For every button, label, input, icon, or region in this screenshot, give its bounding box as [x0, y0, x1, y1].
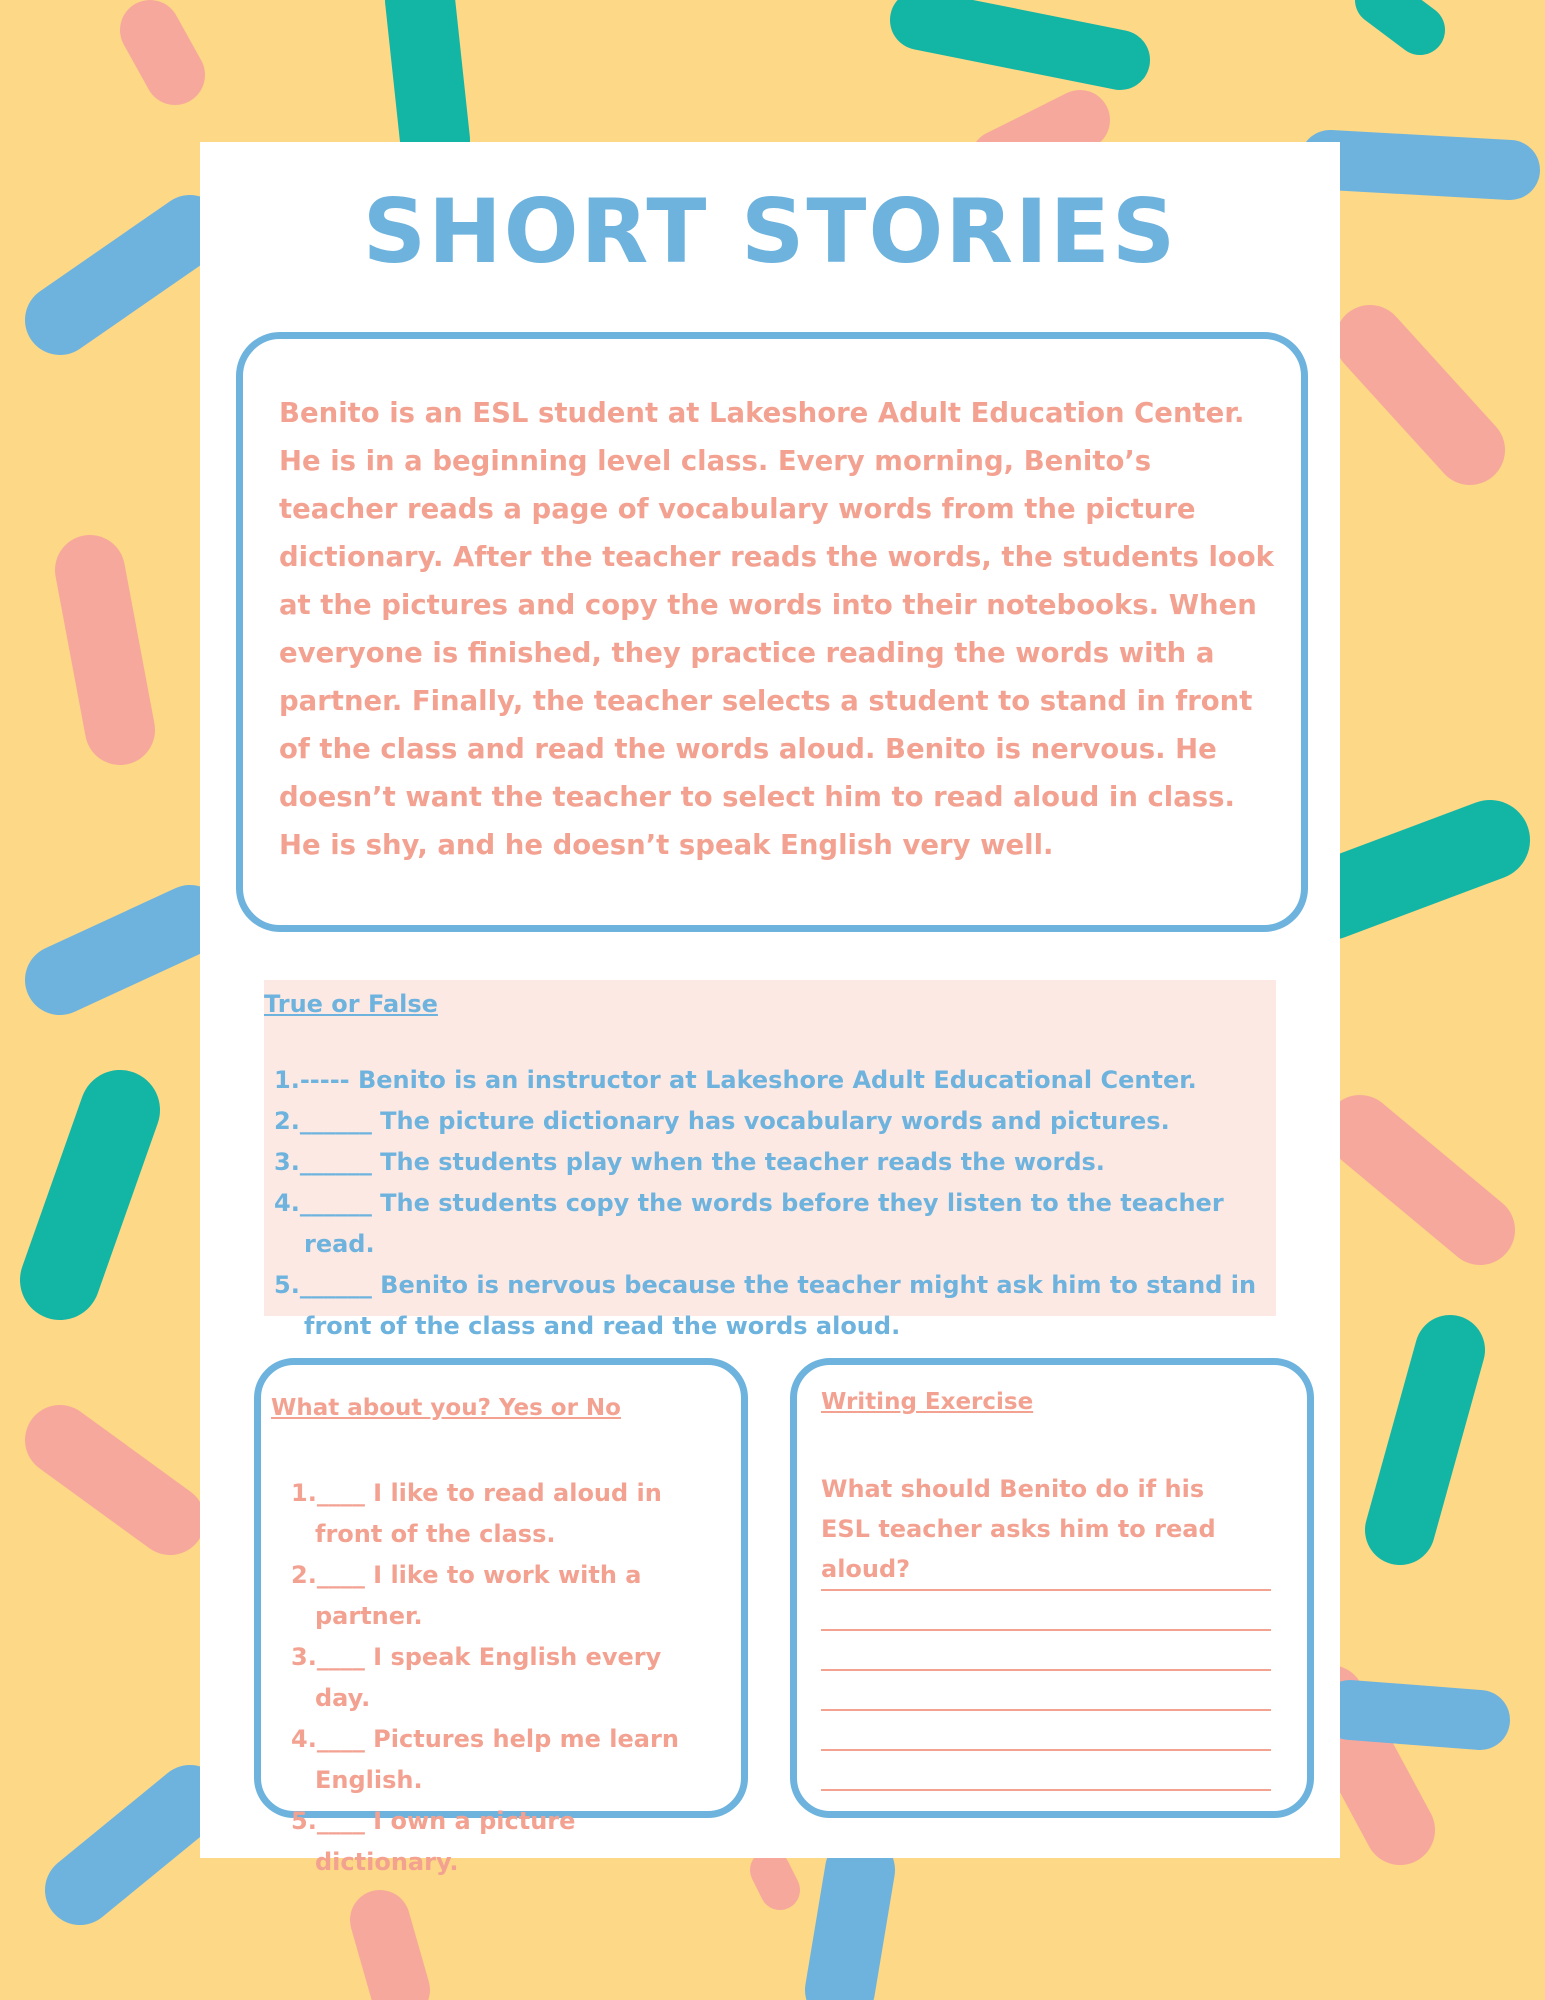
page-title: SHORT STORIES: [362, 180, 1178, 283]
about-you-item: 1.____ I like to read aloud in front of the class.: [291, 1479, 662, 1548]
about-you-item: 5.____ I own a picture dictionary.: [291, 1807, 576, 1876]
answer-line[interactable]: [821, 1711, 1271, 1751]
pink-brush-stroke: [150, 30, 175, 75]
answer-line[interactable]: [821, 1551, 1271, 1591]
true-false-item: 3.______ The students play when the teacher reads the words.: [274, 1148, 1105, 1176]
blue-brush-stroke: [60, 920, 190, 980]
worksheet-page: [200, 142, 1340, 1876]
pink-brush-stroke: [60, 1440, 170, 1520]
true-false-item: 5.______ Benito is nervous because the teacher might ask him to stand in front of the class and read the words aloud.: [274, 1271, 1257, 1340]
pink-brush-stroke: [1370, 340, 1470, 450]
answer-lines: [821, 1551, 1271, 1791]
teal-brush-stroke: [1400, 1350, 1450, 1530]
about-you-section: [254, 1358, 748, 1876]
teal-brush-stroke: [420, 0, 435, 140]
pink-brush-stroke: [1360, 1130, 1480, 1230]
writing-heading: Writing Exercise: [821, 1389, 1034, 1415]
answer-line[interactable]: [821, 1631, 1271, 1671]
answer-line[interactable]: [821, 1671, 1271, 1711]
story-box: [236, 332, 1308, 932]
pink-brush-stroke: [770, 1870, 780, 1890]
pink-brush-stroke: [90, 570, 120, 730]
about-you-item: 2.____ I like to work with a partner.: [291, 1561, 642, 1630]
blue-brush-stroke: [80, 1800, 190, 1890]
writing-question: What should Benito do if his ESL teacher asks him to read aloud?: [821, 1475, 1216, 1583]
about-you-item: 4.____ Pictures help me learn English.: [291, 1725, 679, 1794]
story-text: Benito is an ESL student at Lakeshore Adult Education Center. He is in a beginning level class. Every morning, Benito’s teacher reads a page of vocabulary words from the picture dictionary. After the teacher reads the words, the students look at the pictures and copy the words into their notebooks. When everyone is finished, they practice reading the words with a partner. Finally, the teacher selects a student to stand in front of the class and read the words aloud. Benito is nervous. He doesn’t want the teacher to select him to read aloud in class. He is shy, and he doesn’t speak English very well.: [279, 397, 1274, 861]
teal-brush-stroke: [60, 1110, 120, 1280]
true-false-item: 4.______ The students copy the words before they listen to the teacher read.: [274, 1189, 1224, 1258]
true-false-section: [264, 980, 1276, 1340]
true-false-heading: True or False: [264, 990, 438, 1018]
blue-brush-stroke: [60, 230, 190, 320]
blue-brush-stroke: [1330, 160, 1510, 170]
about-you-heading: What about you? Yes or No: [271, 1395, 621, 1421]
teal-brush-stroke: [1330, 840, 1490, 900]
pink-brush-stroke: [380, 1920, 400, 1990]
true-false-list: [274, 1060, 1274, 1347]
answer-line[interactable]: [821, 1591, 1271, 1631]
about-you-item: 3.____ I speak English every day.: [291, 1643, 662, 1712]
teal-brush-stroke: [920, 20, 1120, 60]
true-false-item: 1.----- Benito is an instructor at Lakeshore Adult Educational Center.: [274, 1066, 1197, 1094]
answer-line[interactable]: [821, 1751, 1271, 1791]
teal-brush-stroke: [1380, 0, 1420, 30]
blue-brush-stroke: [840, 1870, 860, 1990]
writing-exercise-section: [790, 1358, 1314, 1818]
blue-brush-stroke: [1350, 1710, 1480, 1720]
true-false-item: 2.______ The picture dictionary has vocabulary words and pictures.: [274, 1107, 1170, 1135]
about-you-list: [291, 1473, 711, 1883]
